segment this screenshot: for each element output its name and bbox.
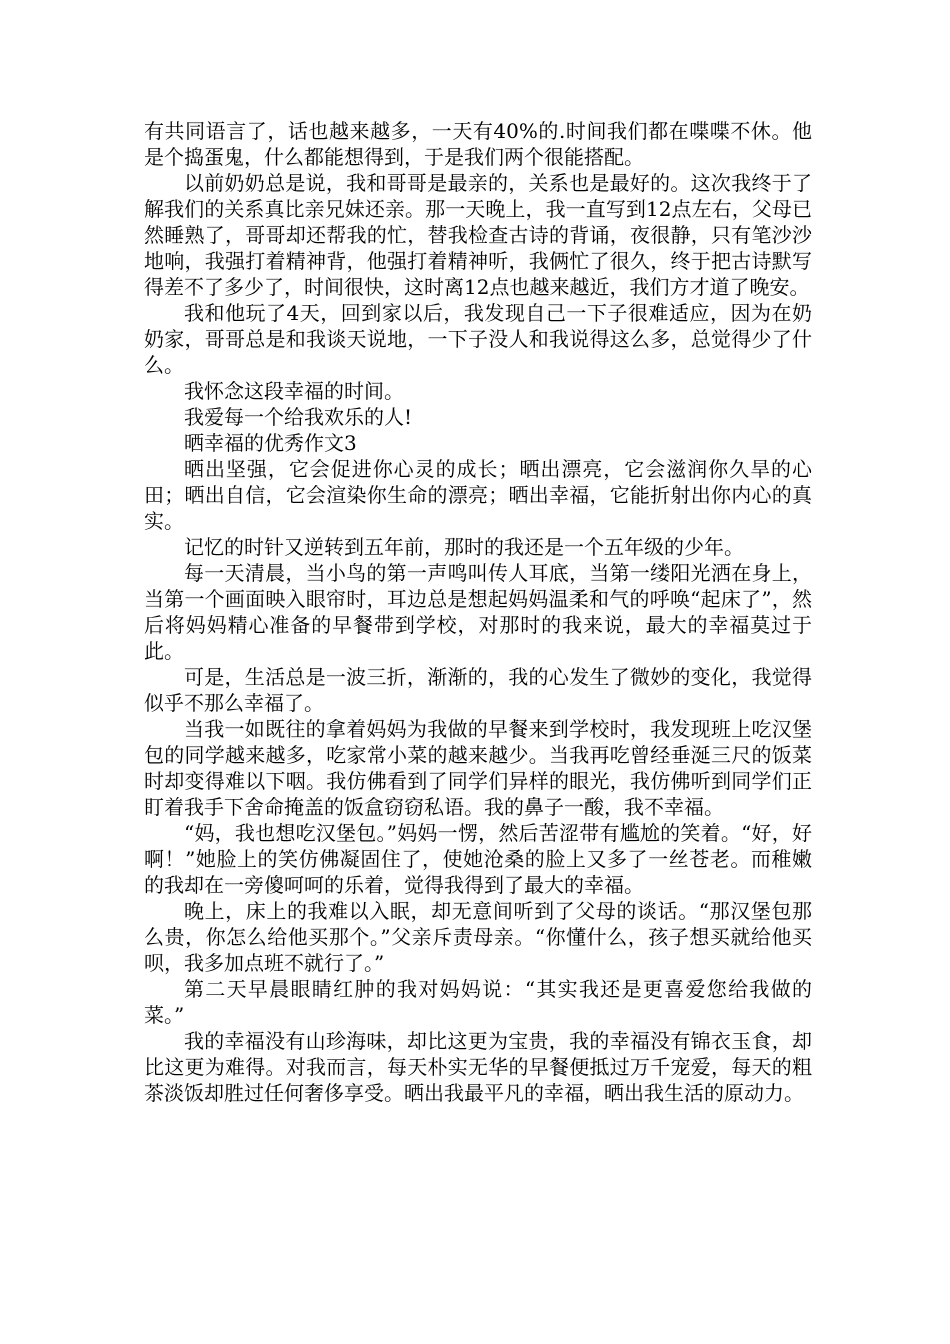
paragraph-13: 晚上，床上的我难以入眠，却无意间听到了父母的谈话。“那汉堡包那么贵，你怎么给他买那个。”父亲斥责母亲。“你懂什么，孩子想买就给他买呗，我多加点班不就行了。” xyxy=(144,899,812,975)
paragraph-14: 第二天早晨眼睛红肿的我对妈妈说：“其实我还是更喜爱您给我做的菜。” xyxy=(144,977,812,1027)
paragraph-7: 晒出坚强，它会促进你心灵的成长；晒出漂亮，它会滋润你久旱的心田；晒出自信，它会渲染你生命的漂亮；晒出幸福，它能折射出你内心的真实。 xyxy=(144,457,812,533)
paragraph-8: 记忆的时针又逆转到五年前，那时的我还是一个五年级的少年。 xyxy=(184,535,744,559)
paragraph-10: 可是，生活总是一波三折，渐渐的，我的心发生了微妙的变化，我觉得似乎不那么幸福了。 xyxy=(144,665,812,715)
paragraph-4: 我怀念这段幸福的时间。 xyxy=(184,379,404,403)
paragraph-1: 有共同语言了，话也越来越多，一天有40%的.时间我们都在喋喋不休。他是个捣蛋鬼，什么都能想得到，于是我们两个很能搭配。 xyxy=(144,119,812,169)
paragraph-12: “妈，我也想吃汉堡包。”妈妈一愣，然后苦涩带有尴尬的笑着。“好，好啊！”她脸上的笑仿佛凝固住了，使她沧桑的脸上又多了一丝苍老。而稚嫩的我却在一旁傻呵呵的乐着，觉得我得到了最大的幸福。 xyxy=(144,821,812,897)
section-heading: 晒幸福的优秀作文3 xyxy=(184,431,357,455)
paragraph-11: 当我一如既往的拿着妈妈为我做的早餐来到学校时，我发现班上吃汉堡包的同学越来越多，吃家常小菜的越来越少。当我再吃曾经垂涎三尺的饭菜时却变得难以下咽。我仿佛看到了同学们异样的眼光，我仿佛听到同学们正盯着我手下舍命掩盖的饭盒窃窃私语。我的鼻子一酸，我不幸福。 xyxy=(144,717,812,819)
paragraph-5: 我爱每一个给我欢乐的人! xyxy=(184,405,413,429)
essay-body xyxy=(144,118,812,1106)
paragraph-2: 以前奶奶总是说，我和哥哥是最亲的，关系也是最好的。这次我终于了解我们的关系真比亲兄妹还亲。那一天晚上，我一直写到12点左右，父母已然睡熟了，哥哥却还帮我的忙，替我检查古诗的背诵，夜很静，只有笔沙沙地响，我强打着精神背，他强打着精神听，我俩忙了很久，终于把古诗默写得差不了多少了，时间很快，这时离12点也越来越近，我们方才道了晚安。 xyxy=(144,171,812,299)
paragraph-9: 每一天清晨，当小鸟的第一声鸣叫传人耳底，当第一缕阳光洒在身上，当第一个画面映入眼帘时，耳边总是想起妈妈温柔和气的呼唤“起床了”，然后将妈妈精心准备的早餐带到学校，对那时的我来说，最大的幸福莫过于此。 xyxy=(144,561,812,663)
paragraph-15: 我的幸福没有山珍海味，却比这更为宝贵，我的幸福没有锦衣玉食，却比这更为难得。对我而言，每天朴实无华的早餐便抵过万千宠爱，每天的粗茶淡饭却胜过任何奢侈享受。晒出我最平凡的幸福，晒出我生活的原动力。 xyxy=(144,1029,812,1105)
paragraph-3: 我和他玩了4天，回到家以后，我发现自己一下子很难适应，因为在奶奶家，哥哥总是和我谈天说地，一下子没人和我说得这么多，总觉得少了什么。 xyxy=(144,301,812,377)
